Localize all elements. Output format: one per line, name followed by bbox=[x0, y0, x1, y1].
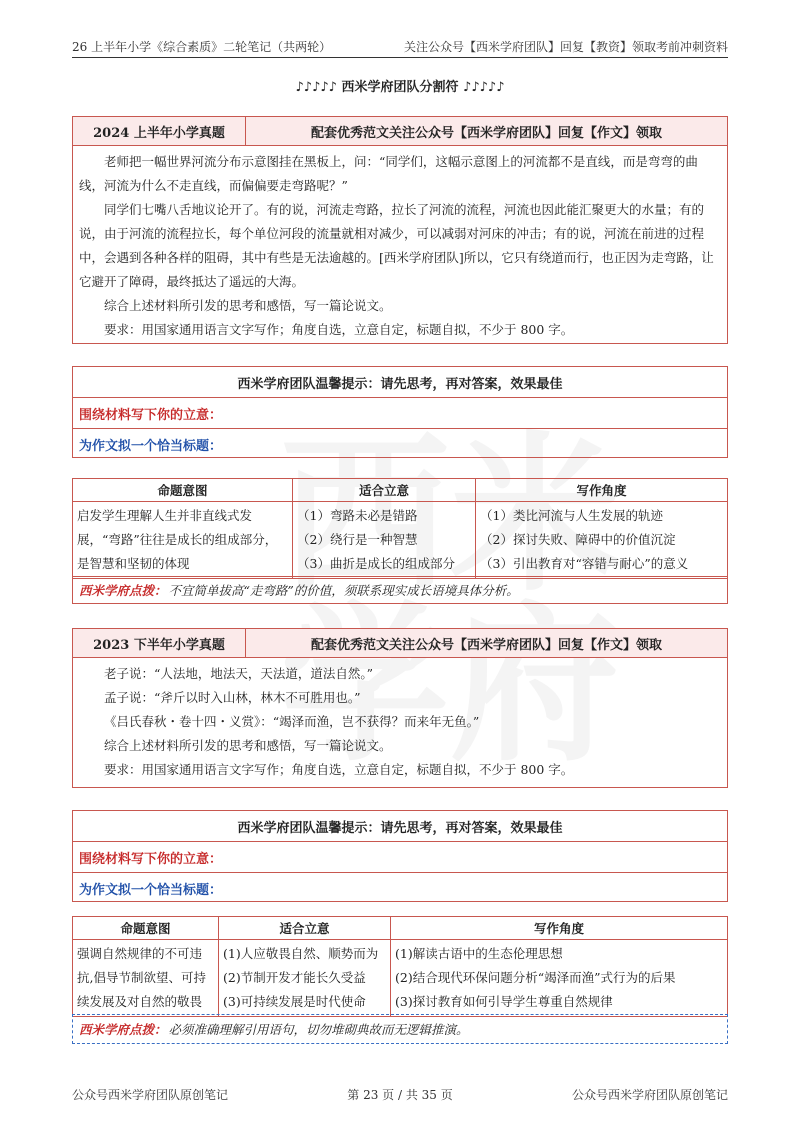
question-paragraph: 老师把一幅世界河流分布示意图挂在黑板上，问：“同学们，这幅示意图上的河流都不是直线，而是弯弯的曲线，河流为什么不走直线，而偏偏要走弯路呢？” bbox=[79, 154, 698, 193]
column-header: 写作角度 bbox=[476, 479, 728, 502]
question-paragraph: 同学们七嘴八舌地议论开了。有的说，河流走弯路，拉长了河流的流程，河流也因此能汇聚更大的水量；有的说，由于河流的流程拉长，每个单位河段的流量就相对减少，可以减弱对河床的冲击；有的说，河流在前进的过程中，会遇到各种各样的阻碍，其中有些是无法逾越的。[西米学府团队]所以，它只有绕道而行，也正因为走弯路，让它避开了障碍，最终抵达了遥远的大海。 bbox=[79, 202, 714, 289]
idea-item: （1）弯路未必是错路 bbox=[297, 508, 418, 523]
angle-item: (1)解读古语中的生态伦理思想 bbox=[395, 946, 563, 961]
question-paragraph: 要求：用国家通用语言文字写作；角度自选，立意自定，标题自拟，不少于 800 字。 bbox=[104, 762, 574, 777]
angle-item: (3)探讨教育如何引导学生尊重自然规律 bbox=[395, 994, 613, 1009]
column-header: 写作角度 bbox=[391, 917, 728, 940]
footer-left: 公众号西米学府团队原创笔记 bbox=[72, 1088, 229, 1102]
idea-prompt[interactable]: 围绕材料写下你的立意： bbox=[73, 398, 727, 429]
idea-prompt[interactable]: 围绕材料写下你的立意： bbox=[73, 842, 727, 873]
exam-question-box-2024 bbox=[72, 116, 728, 344]
column-header: 适合立意 bbox=[219, 917, 391, 940]
header-right: 关注公众号【西米学府团队】回复【教资】领取考前冲刺资料 bbox=[403, 40, 728, 54]
comment-box-2024 bbox=[72, 576, 728, 604]
angle-item: （1）类比河流与人生发展的轨迹 bbox=[480, 508, 663, 523]
exam-year: 2023 下半年小学真题 bbox=[73, 629, 246, 657]
tip-title: 西米学府团队温馨提示：请先思考，再对答案，效果最佳 bbox=[73, 367, 727, 398]
question-body bbox=[73, 146, 727, 346]
idea-item: （2）绕行是一种智慧 bbox=[297, 532, 418, 547]
page-header bbox=[72, 38, 728, 55]
title-prompt[interactable]: 为作文拟一个恰当标题： bbox=[79, 882, 223, 898]
question-paragraph: 综合上述材料所引发的思考和感悟，写一篇论说文。 bbox=[104, 738, 392, 753]
angle-item: （3）引出教育对“容错与耐心”的意义 bbox=[480, 556, 689, 571]
tip-box-2024 bbox=[72, 366, 728, 458]
analysis-table-2023 bbox=[72, 916, 728, 1017]
question-paragraph: 老子说：“人法地，地法天，天法道，道法自然。” bbox=[104, 666, 374, 681]
intent-cell: 启发学生理解人生并非直线式发展，“弯路”往往是成长的组成部分，是智慧和坚韧的体现 bbox=[73, 502, 293, 579]
question-paragraph: 孟子说：“斧斤以时入山林，林木不可胜用也。” bbox=[104, 690, 361, 705]
question-paragraph: 要求：用国家通用语言文字写作；角度自选，立意自定，标题自拟，不少于 800 字。 bbox=[104, 322, 574, 337]
ideas-cell bbox=[293, 502, 476, 579]
idea-item: (3)可持续发展是时代使命 bbox=[223, 994, 366, 1009]
exam-note: 配套优秀范文关注公众号【西米学府团队】回复【作文】领取 bbox=[310, 637, 662, 653]
tip-box-2023 bbox=[72, 810, 728, 902]
header-divider bbox=[72, 57, 728, 58]
question-paragraph: 综合上述材料所引发的思考和感悟，写一篇论说文。 bbox=[104, 298, 392, 313]
idea-item: (1)人应敬畏自然、顺势而为 bbox=[223, 946, 379, 961]
column-header: 命题意图 bbox=[73, 479, 293, 502]
angles-cell bbox=[476, 502, 728, 579]
exam-year: 2024 上半年小学真题 bbox=[73, 117, 246, 145]
footer-right: 公众号西米学府团队原创笔记 bbox=[571, 1088, 728, 1102]
angle-item: （2）探讨失败、障碍中的价值沉淀 bbox=[480, 532, 676, 547]
page-number: 第 23 页 / 共 35 页 bbox=[347, 1088, 453, 1102]
question-body bbox=[73, 658, 727, 786]
question-paragraph: 《吕氏春秋・卷十四・义赏》：“竭泽而渔，岂不获得？而来年无鱼。” bbox=[104, 714, 480, 729]
comment-box-2023 bbox=[72, 1014, 728, 1044]
angles-cell bbox=[391, 940, 728, 1017]
analysis-table-2024 bbox=[72, 478, 728, 579]
comment-label: 西米学府点拨： bbox=[79, 1022, 167, 1037]
comment-label: 西米学府点拨： bbox=[79, 583, 167, 598]
angle-item: (2)结合现代环保问题分析“竭泽而渔”式行为的后果 bbox=[395, 970, 676, 985]
comment-text: 必须准确理解引用语句，切勿堆砌典故而无逻辑推演。 bbox=[168, 1022, 469, 1037]
exam-question-box-2023 bbox=[72, 628, 728, 788]
exam-note: 配套优秀范文关注公众号【西米学府团队】回复【作文】领取 bbox=[310, 125, 662, 141]
column-header: 命题意图 bbox=[73, 917, 219, 940]
tip-title: 西米学府团队温馨提示：请先思考，再对答案，效果最佳 bbox=[73, 811, 727, 842]
header-left: 26 上半年小学《综合素质》二轮笔记（共两轮） bbox=[72, 40, 332, 54]
intent-cell: 强调自然规律的不可违抗,倡导节制欲望、可持续发展及对自然的敬畏 bbox=[73, 940, 219, 1017]
section-divider: ♪♪♪♪♪ 西米学府团队分割符 ♪♪♪♪♪ bbox=[295, 80, 505, 95]
question-header bbox=[73, 117, 727, 146]
idea-item: （3）曲折是成长的组成部分 bbox=[297, 556, 455, 571]
page-footer bbox=[72, 1086, 728, 1103]
comment-text: 不宜简单拔高“走弯路”的价值，须联系现实成长语境具体分析。 bbox=[168, 583, 519, 598]
column-header: 适合立意 bbox=[293, 479, 476, 502]
idea-item: (2)节制开发才能长久受益 bbox=[223, 970, 366, 985]
title-prompt[interactable]: 为作文拟一个恰当标题： bbox=[79, 438, 223, 454]
ideas-cell bbox=[219, 940, 391, 1017]
question-header bbox=[73, 629, 727, 658]
